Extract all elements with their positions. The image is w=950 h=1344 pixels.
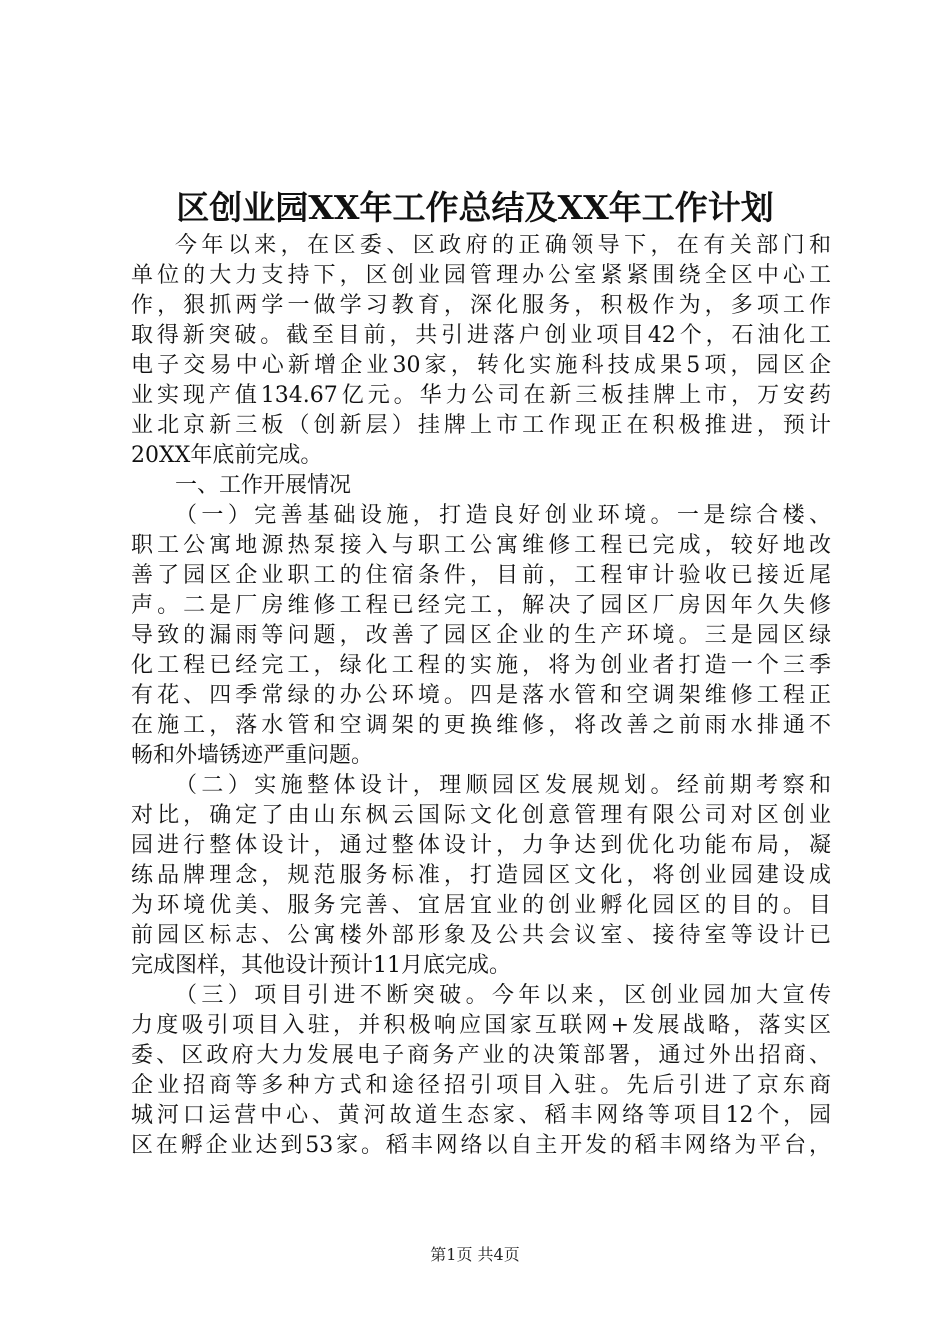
body-line: 畅和外墙锈迹严重问题。 [131, 743, 374, 768]
body-line: 委、区政府大力发展电子商务产业的决策部署，通过外出招商、 [131, 1043, 831, 1068]
body-line: 有花、四季常绿的办公环境。四是落水管和空调架维修工程正 [131, 683, 831, 708]
body-line: 善了园区企业职工的住宿条件，目前，工程审计验收已接近尾 [131, 563, 831, 588]
body-line: 20XX年底前完成。 [131, 443, 323, 468]
body-line: 在施工，落水管和空调架的更换维修，将改善之前雨水排通不 [131, 713, 831, 738]
body-line: 企业招商等多种方式和途径招引项目入驻。先后引进了京东商 [131, 1073, 831, 1098]
body-line: 城河口运营中心、黄河故道生态家、稻丰网络等项目12个，园 [131, 1103, 831, 1128]
body-line: 作，狠抓两学一做学习教育，深化服务，积极作为，多项工作 [131, 293, 831, 318]
body-line: （二）实施整体设计，理顺园区发展规划。经前期考察和 [175, 773, 831, 798]
body-line: 单位的大力支持下，区创业园管理办公室紧紧围绕全区中心工 [131, 263, 831, 288]
body-line: （一）完善基础设施，打造良好创业环境。一是综合楼、 [175, 503, 831, 528]
body-line: 为环境优美、服务完善、宜居宜业的创业孵化园区的目的。目 [131, 893, 831, 918]
body-line: 业北京新三板（创新层）挂牌上市工作现正在积极推进，预计 [131, 413, 831, 438]
body-line: 声。二是厂房维修工程已经完工，解决了园区厂房因年久失修 [131, 593, 831, 618]
document-title: 区创业园XX年工作总结及XX年工作计划 [176, 188, 774, 227]
body-line: 对比，确定了由山东枫云国际文化创意管理有限公司对区创业 [131, 803, 831, 828]
page-footer: 第1页 共4页 [430, 1245, 520, 1264]
body-line: 电子交易中心新增企业30家，转化实施科技成果5项，园区企 [131, 353, 831, 378]
body-line: 练品牌理念，规范服务标准，打造园区文化，将创业园建设成 [131, 863, 831, 888]
document-body [131, 231, 831, 1161]
body-line: 导致的漏雨等问题，改善了园区企业的生产环境。三是园区绿 [131, 623, 831, 648]
body-line: 化工程已经完工，绿化工程的实施，将为创业者打造一个三季 [131, 653, 831, 678]
body-line: 完成图样，其他设计预计11月底完成。 [131, 953, 511, 978]
body-line: 今年以来，在区委、区政府的正确领导下，在有关部门和 [175, 233, 831, 258]
body-line: （三）项目引进不断突破。今年以来，区创业园加大宣传 [175, 983, 831, 1008]
section-heading: 一、工作开展情况 [175, 473, 352, 498]
body-line: 力度吸引项目入驻，并积极响应国家互联网+发展战略，落实区 [131, 1013, 831, 1038]
body-line: 取得新突破。截至目前，共引进落户创业项目42个，石油化工 [131, 323, 831, 348]
body-line: 职工公寓地源热泵接入与职工公寓维修工程已完成，较好地改 [131, 533, 831, 558]
body-line: 园进行整体设计，通过整体设计，力争达到优化功能布局，凝 [131, 833, 831, 858]
body-line: 区在孵企业达到53家。稻丰网络以自主开发的稻丰网络为平台， [131, 1133, 831, 1158]
body-line: 前园区标志、公寓楼外部形象及公共会议室、接待室等设计已 [131, 923, 831, 948]
body-line: 业实现产值134.67亿元。华力公司在新三板挂牌上市，万安药 [131, 383, 831, 408]
